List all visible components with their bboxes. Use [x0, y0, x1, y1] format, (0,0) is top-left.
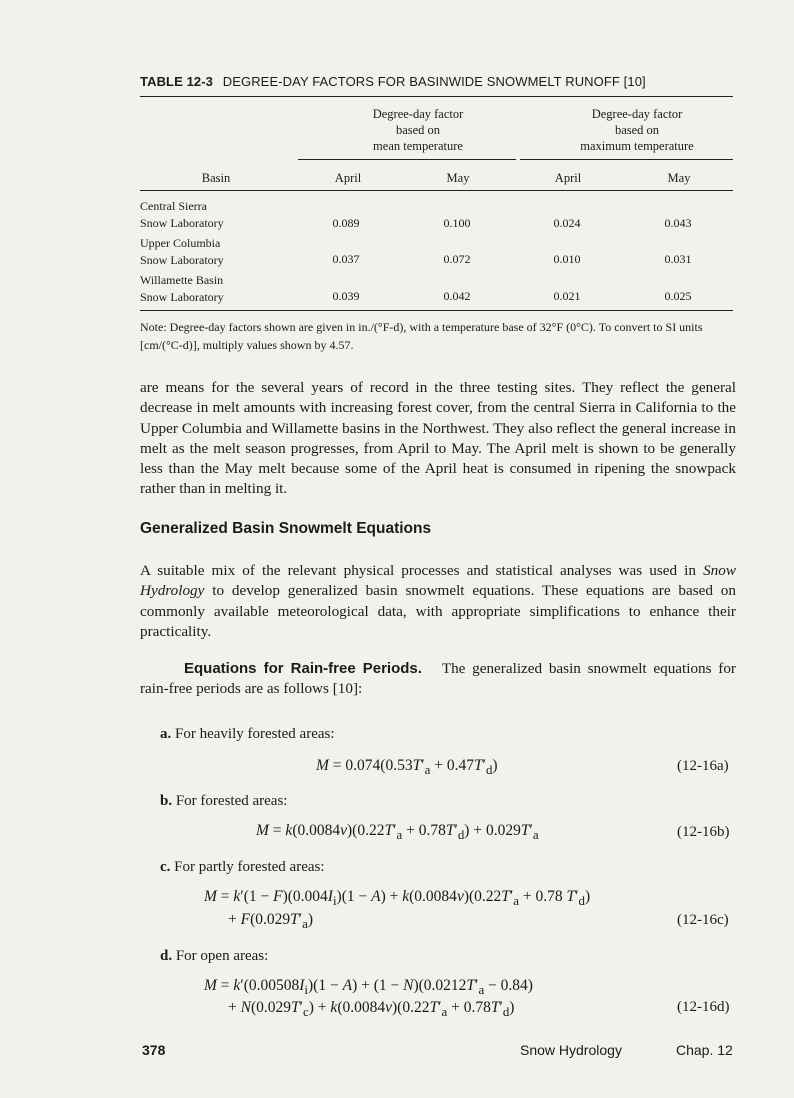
table-cell: 0.043 — [664, 216, 692, 230]
equation-12-16d-line2: + $N(0.029T'_c) + k(0.0084v)(0.22T'_a + 0.78T'_d)$ — [228, 999, 515, 1020]
body-paragraph-3: Equations for Rain-free Periods. The generalized basin snowmelt equations for rain-free periods are as follows [10]: — [140, 660, 736, 698]
group-max-rule — [520, 159, 733, 160]
table-caption — [140, 74, 646, 89]
equation-number: (12-16d) — [677, 999, 730, 1015]
table-cell: 0.031 — [664, 252, 692, 266]
table-cell: 0.039 — [332, 289, 360, 303]
table-top-rule — [140, 96, 733, 97]
group-mean-rule — [298, 159, 516, 160]
table-cell: 0.037 — [332, 252, 360, 266]
header-bottom-rule — [140, 190, 733, 191]
running-footer-title: Snow Hydrology — [520, 1042, 622, 1058]
page-number: 378 — [142, 1042, 166, 1058]
table-row-basin: Central Sierra Snow Laboratory — [140, 199, 224, 230]
col-mean-april-header: April — [334, 171, 362, 185]
section-heading: Generalized Basin Snowmelt Equations — [140, 520, 432, 537]
equation-12-16c-line1: $M = k'(1 - F)(0.004I_i)(1 - A) + k(0.0084v)(0.22T'_a + 0.78$ $T'_d$) — [204, 888, 591, 909]
table-note: Note: Degree-day factors shown are given in in./(°F-d), with a temperature base of 32°F (0°C). To convert to SI units [cm/(°C-d)], multiply values shown by 4.57. — [140, 320, 703, 352]
equation-d-label: d. For open areas: — [160, 948, 269, 964]
table-cell: 0.100 — [443, 216, 471, 230]
book-title-italic: Snow Hydrology — [140, 562, 736, 600]
table-row-basin: Willamette Basin Snow Laboratory — [140, 273, 224, 304]
table-cell: 0.024 — [553, 216, 581, 230]
equation-number: (12-16c) — [677, 912, 729, 928]
table-cell: 0.025 — [664, 289, 692, 303]
equation-number: (12-16a) — [677, 758, 729, 774]
equation-b-label: b. For forested areas: — [160, 793, 288, 809]
body-paragraph-2: A suitable mix of the relevant physical processes and statistical analyses was used in Snow Hydrology to develop generalized basin snowmelt equations. These equations are based on commonly available meteorological data, with appropriate simplifications to enhance their practicality. — [140, 562, 736, 640]
table-cell: 0.089 — [332, 216, 360, 230]
equation-c-label: c. For partly forested areas: — [160, 859, 325, 875]
body-paragraph-1: are means for the several years of record in the three testing sites. They reflect the general decrease in melt amounts with increasing forest cover, from the central Sierra in California to the Upper Columbia and Willamette basins in the Northwest. They also reflect the general increase in melt as the melt season progresses, from April to May. The April melt is shown to be generally less than the May melt because some of the April heat is consumed in ripening the snowpack rather than in melting it. — [140, 379, 736, 498]
col-mean-may-header: May — [446, 171, 470, 185]
table-cell: 0.010 — [553, 252, 581, 266]
equation-number: (12-16b) — [677, 824, 730, 840]
equation-12-16b: $M = k(0.0084v)(0.22T'_a + 0.78T'_d) + 0.029T'_a$ — [256, 822, 539, 843]
equation-a-label: a. For heavily forested areas: — [160, 726, 335, 742]
running-footer-chapter: Chap. 12 — [676, 1042, 733, 1058]
equation-12-16c-line2: + $F(0.029T'_a)$ — [228, 911, 314, 932]
table-cell: 0.021 — [553, 289, 581, 303]
table-title: DEGREE-DAY FACTORS FOR BASINWIDE SNOWMELT RUNOFF [10] — [222, 74, 646, 89]
header-group-max: Degree-day factor based on maximum temperature — [580, 107, 694, 153]
col-max-may-header: May — [667, 171, 691, 185]
subsection-heading: Equations for Rain-free Periods. — [184, 660, 422, 677]
header-group-mean: Degree-day factor based on mean temperature — [372, 107, 464, 153]
table-bottom-rule — [140, 310, 733, 311]
equation-12-16a: $M = 0.074(0.53T'_a + 0.47T'_d)$ — [316, 757, 498, 778]
table-label: TABLE 12-3 — [140, 74, 213, 89]
col-max-april-header: April — [554, 171, 582, 185]
equation-12-16d-line1: $M = k'(0.00508I_i)(1 - A) + (1 - N)(0.0212T'_a - 0.84)$ — [204, 977, 533, 998]
col-basin-header: Basin — [201, 171, 231, 185]
table-cell: 0.042 — [443, 289, 471, 303]
table-cell: 0.072 — [443, 252, 471, 266]
table-row-basin: Upper Columbia Snow Laboratory — [140, 236, 224, 267]
